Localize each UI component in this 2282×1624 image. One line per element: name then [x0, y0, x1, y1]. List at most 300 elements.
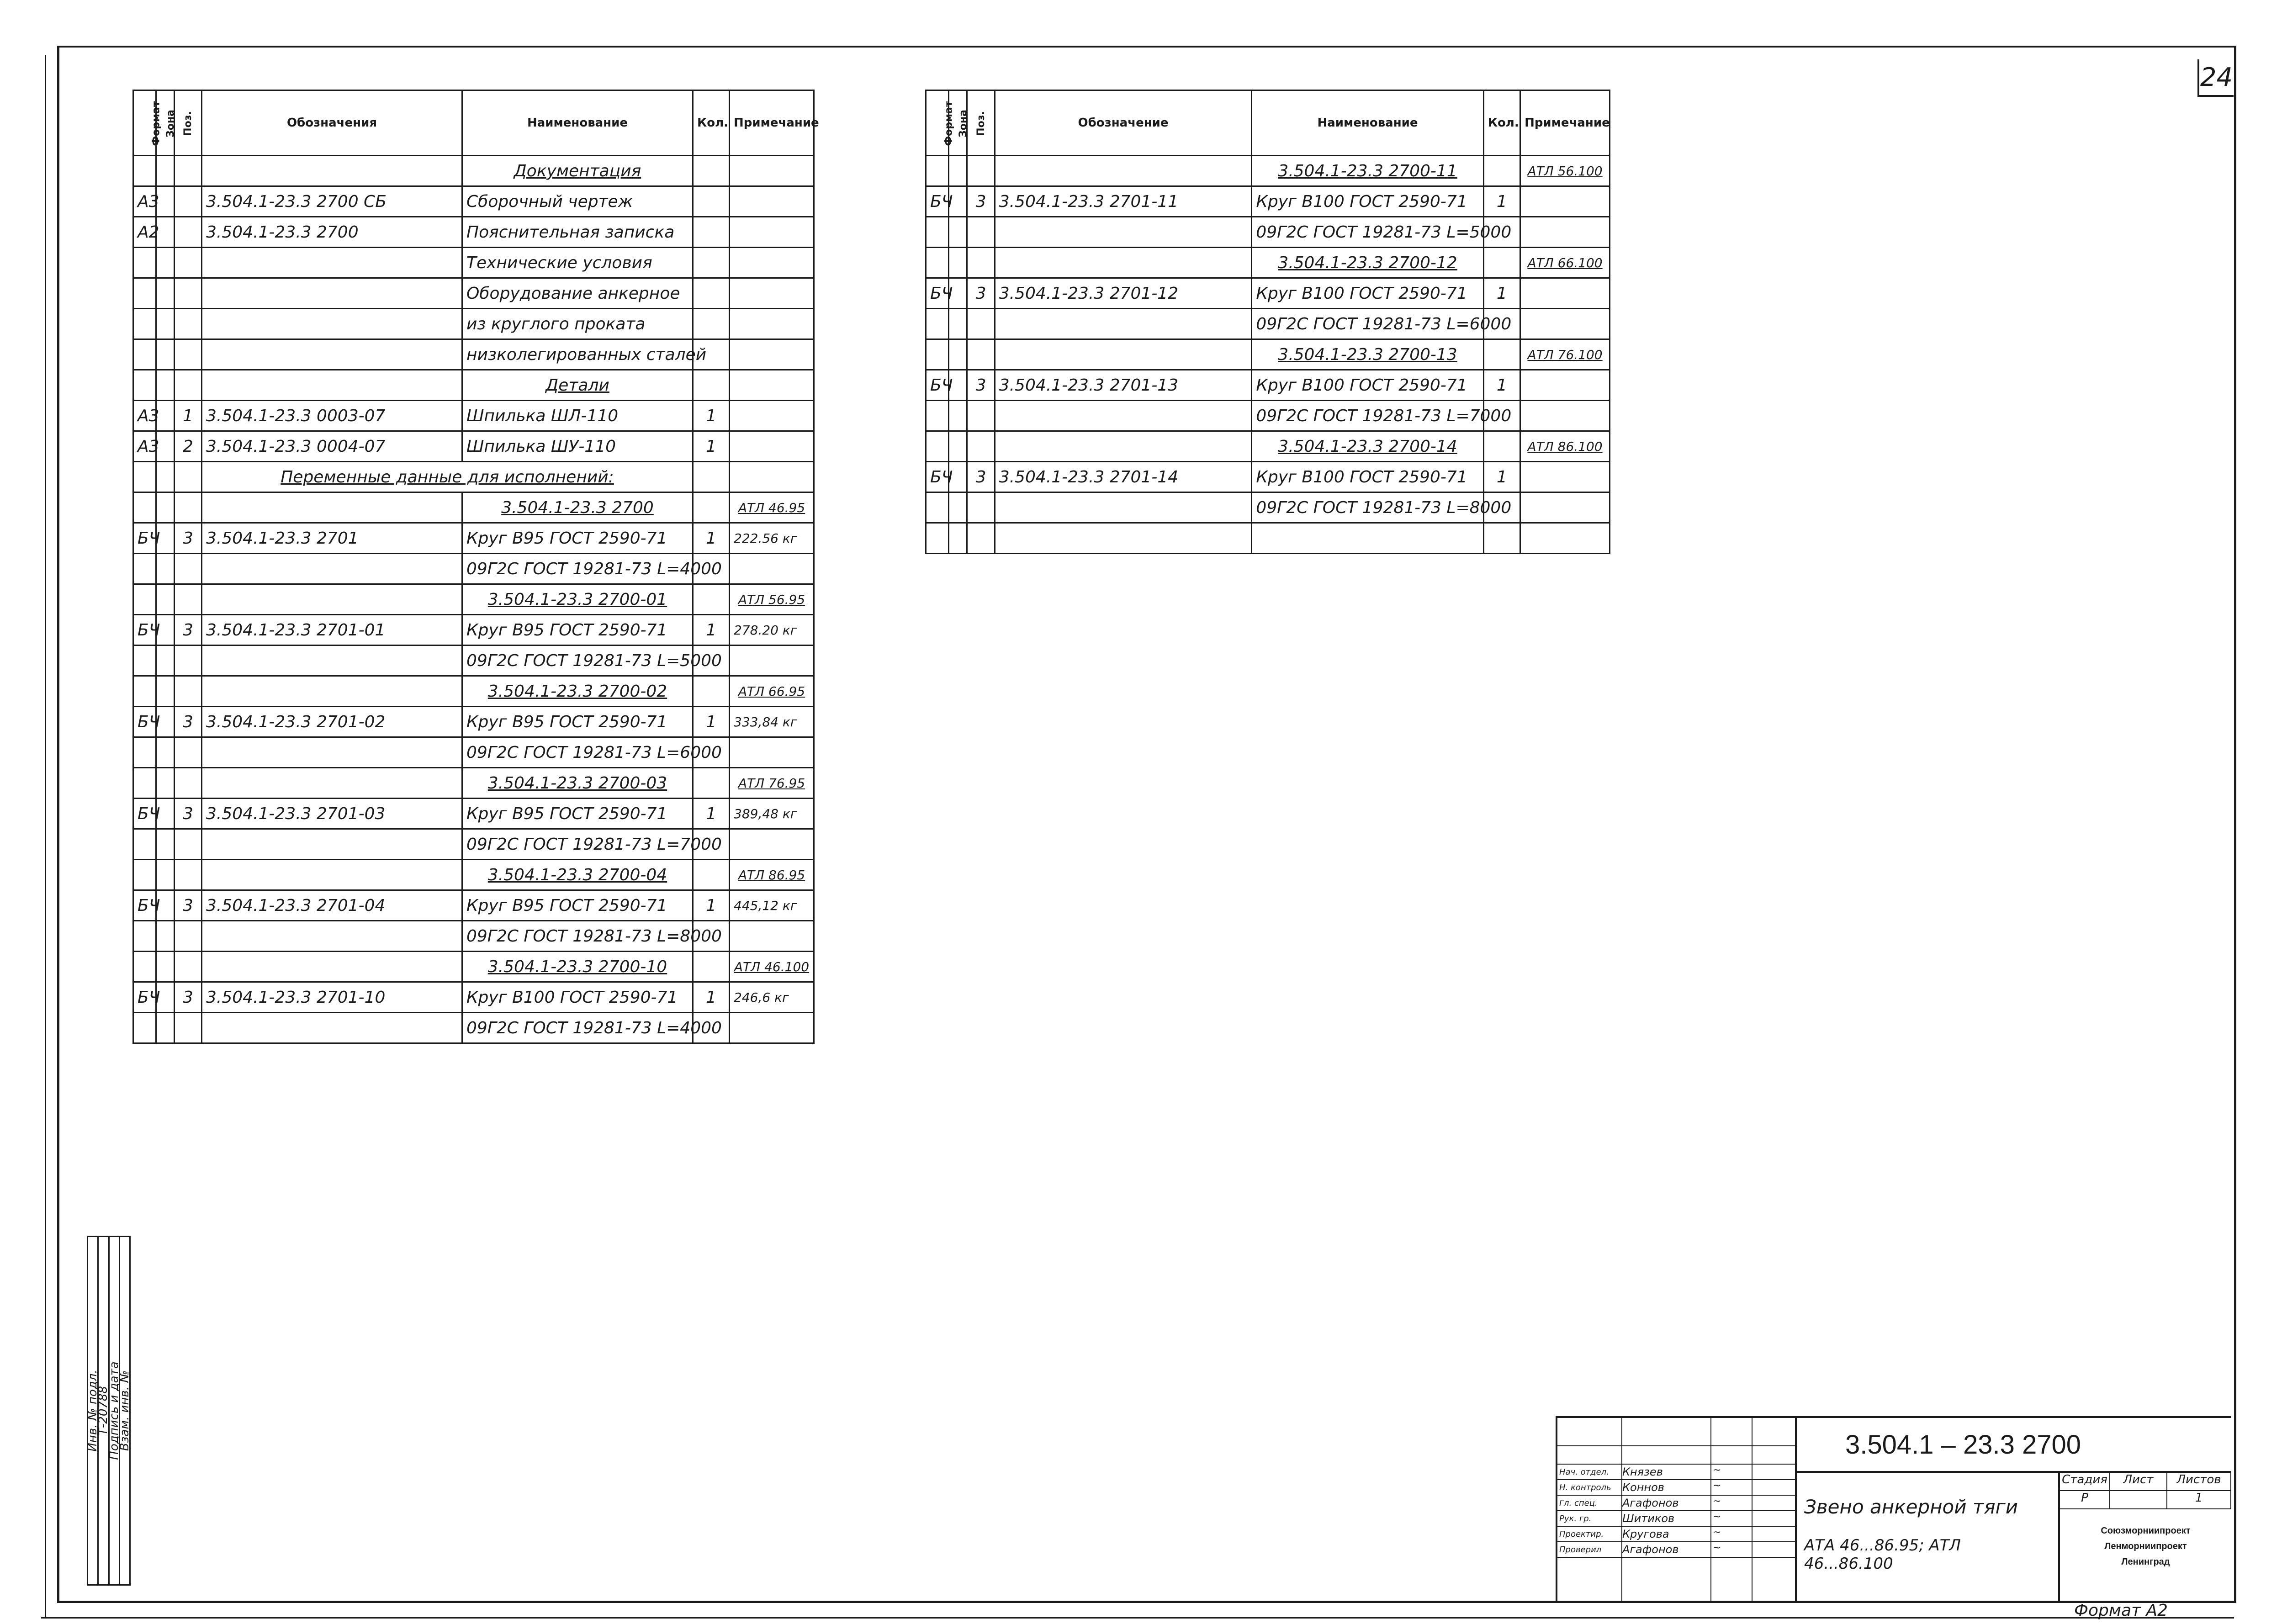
cell-pos: 3 [967, 370, 995, 401]
cell-qty: 1 [693, 982, 730, 1013]
cell-zone [156, 768, 175, 799]
cell-name: 09Г2С ГОСТ 19281-73 L=7000 [1252, 401, 1483, 431]
signature-name: Кругова [1622, 1528, 1669, 1540]
cell-fmt: БЧ [926, 186, 949, 217]
cell-name: 3.504.1-23.3 2700 [462, 492, 693, 523]
signature-role: Гл. спец. [1559, 1498, 1598, 1508]
header-note: Примечание [1520, 90, 1610, 156]
cell-name: Круг В100 ГОСТ 2590-71 [1252, 186, 1483, 217]
cell-pos [967, 401, 995, 431]
cell-code [202, 370, 462, 401]
cell-qty [693, 676, 730, 707]
cell-pos: 3 [175, 707, 202, 737]
cell-note [1520, 309, 1610, 339]
cell-zone [156, 952, 175, 982]
outer-border-bottom [41, 1617, 2234, 1619]
table-row [926, 523, 1610, 554]
cell-qty: 1 [1483, 462, 1520, 492]
cell-code [202, 492, 462, 523]
sheets-value: 1 [2167, 1491, 2231, 1509]
cell-fmt [926, 217, 949, 248]
table-row [926, 156, 1610, 186]
table-row [133, 982, 814, 1013]
header-name: Наименование [1252, 90, 1483, 156]
cell-qty: 1 [693, 707, 730, 737]
table-row [133, 1013, 814, 1043]
table-row [926, 217, 1610, 248]
table-row [133, 370, 814, 401]
cell-qty [1483, 431, 1520, 462]
cell-name: 3.504.1-23.3 2700-01 [462, 584, 693, 615]
cell-note: 246,6 кг [730, 982, 814, 1013]
cell-pos [967, 248, 995, 278]
org-line3: Ленинград [2121, 1557, 2170, 1567]
cell-name: Оборудование анкерное [462, 278, 693, 309]
signature-sig: ~ [1713, 1542, 1721, 1554]
cell-fmt: А3 [133, 401, 156, 431]
cell-name: 3.504.1-23.3 2700-11 [1252, 156, 1483, 186]
stage-value: Р [2060, 1491, 2110, 1509]
cell-name: 09Г2С ГОСТ 19281-73 L=8000 [462, 921, 693, 952]
cell-code [995, 431, 1252, 462]
cell-zone [156, 156, 175, 186]
cell-note [1520, 462, 1610, 492]
cell-code [202, 554, 462, 584]
table-row [133, 156, 814, 186]
table-row [133, 952, 814, 982]
cell-zone [156, 278, 175, 309]
cell-note [1520, 370, 1610, 401]
cell-pos: 3 [175, 523, 202, 554]
cell-qty [693, 248, 730, 278]
cell-name: Круг В95 ГОСТ 2590-71 [462, 890, 693, 921]
cell-qty: 1 [1483, 186, 1520, 217]
table-row [926, 370, 1610, 401]
cell-pos [175, 768, 202, 799]
cell-qty: 1 [693, 523, 730, 554]
signature-role: Н. контроль [1559, 1483, 1611, 1492]
cell-name: Круг В100 ГОСТ 2590-71 [462, 982, 693, 1013]
cell-fmt: БЧ [133, 707, 156, 737]
table-row [133, 492, 814, 523]
cell-zone [156, 737, 175, 768]
cell-code [995, 217, 1252, 248]
org-line2: Ленморниипроект [2104, 1541, 2187, 1551]
cell-pos [175, 584, 202, 615]
cell-zone [156, 921, 175, 952]
cell-name: Круг В95 ГОСТ 2590-71 [462, 707, 693, 737]
cell-name: 09Г2С ГОСТ 19281-73 L=6000 [462, 737, 693, 768]
cell-pos: 2 [175, 431, 202, 462]
strip-label-signature: Подпись и дата [107, 1361, 121, 1460]
cell-note: АТЛ 56.100 [1520, 156, 1610, 186]
cell-qty [693, 186, 730, 217]
cell-qty [1483, 156, 1520, 186]
table-row [133, 278, 814, 309]
cell-qty [693, 370, 730, 401]
cell-name: 09Г2С ГОСТ 19281-73 L=8000 [1252, 492, 1483, 523]
cell-zone [156, 860, 175, 890]
cell-qty [693, 492, 730, 523]
cell-qty: 1 [693, 401, 730, 431]
cell-pos: 1 [175, 401, 202, 431]
table-row [133, 676, 814, 707]
cell-code [995, 401, 1252, 431]
cell-note [730, 278, 814, 309]
cell-code: 3.504.1-23.3 2701-01 [202, 615, 462, 645]
cell-pos [175, 554, 202, 584]
cell-qty [693, 278, 730, 309]
cell-fmt: А3 [133, 186, 156, 217]
signature-sig: ~ [1713, 1511, 1721, 1523]
cell-zone [156, 676, 175, 707]
cell-fmt [133, 737, 156, 768]
cell-zone [156, 584, 175, 615]
signature-row [1557, 1541, 1795, 1557]
cell-code [202, 248, 462, 278]
cell-fmt [133, 339, 156, 370]
signature-name: Агафонов [1622, 1497, 1679, 1509]
cell-zone [156, 645, 175, 676]
cell-code [202, 645, 462, 676]
cell-qty [693, 860, 730, 890]
table-row [926, 339, 1610, 370]
cell-pos [175, 492, 202, 523]
cell-pos [175, 645, 202, 676]
cell-fmt [133, 676, 156, 707]
table-row [133, 829, 814, 860]
cell-pos: 3 [175, 982, 202, 1013]
cell-zone [949, 248, 967, 278]
signature-name: Шитиков [1622, 1512, 1675, 1525]
header-designation: Обозначение [995, 90, 1252, 156]
cell-fmt [926, 492, 949, 523]
approval-strip [87, 1236, 131, 1586]
cell-code [995, 492, 1252, 523]
cell-fmt [133, 462, 156, 492]
cell-code [995, 156, 1252, 186]
cell-name: Сборочный чертеж [462, 186, 693, 217]
table-row [133, 339, 814, 370]
document-title-line2: АТА 46...86.95; АТЛ 46...86.100 [1804, 1536, 1961, 1573]
org-line1: Союзморниипроект [2101, 1526, 2191, 1536]
cell-fmt: А3 [133, 431, 156, 462]
variable-data-heading: Переменные данные для исполнений: [281, 467, 614, 487]
cell-qty [1483, 339, 1520, 370]
signature-sig: ~ [1713, 1527, 1721, 1538]
cell-fmt [133, 278, 156, 309]
signature-row [1557, 1479, 1795, 1495]
header-position: Поз. [175, 90, 202, 156]
table-row [133, 615, 814, 645]
cell-note [1520, 186, 1610, 217]
sheets-header: Листов [2167, 1473, 2231, 1491]
cell-code [202, 584, 462, 615]
cell-code [995, 523, 1252, 554]
cell-code [995, 339, 1252, 370]
table-row [926, 401, 1610, 431]
cell-fmt [133, 921, 156, 952]
table-row [926, 431, 1610, 462]
cell-name: 3.504.1-23.3 2700-14 [1252, 431, 1483, 462]
cell-qty [693, 156, 730, 186]
cell-qty: 1 [693, 615, 730, 645]
cell-pos [175, 309, 202, 339]
cell-note [730, 431, 814, 462]
cell-name: 3.504.1-23.3 2700-12 [1252, 248, 1483, 278]
header-format: Формат [926, 90, 949, 156]
signature-name: Князев [1622, 1465, 1663, 1478]
cell-note: АТЛ 46.100 [730, 952, 814, 982]
cell-qty: 1 [693, 431, 730, 462]
signature-role: Проектир. [1559, 1529, 1604, 1539]
cell-code: 3.504.1-23.3 2701-12 [995, 278, 1252, 309]
cell-name: 09Г2С ГОСТ 19281-73 L=4000 [462, 554, 693, 584]
cell-name: 3.504.1-23.3 2700-13 [1252, 339, 1483, 370]
cell-fmt [133, 860, 156, 890]
cell-code [202, 952, 462, 982]
table-row [926, 309, 1610, 339]
organization [2060, 1509, 2231, 1601]
cell-fmt [133, 156, 156, 186]
cell-fmt: БЧ [926, 370, 949, 401]
cell-fmt [133, 584, 156, 615]
cell-name: низколегированных сталей [462, 339, 693, 370]
table-row [133, 309, 814, 339]
cell-zone [949, 523, 967, 554]
cell-pos [175, 921, 202, 952]
cell-fmt: БЧ [133, 890, 156, 921]
cell-name: 3.504.1-23.3 2700-02 [462, 676, 693, 707]
cell-qty: 1 [693, 799, 730, 829]
cell-pos: 3 [967, 278, 995, 309]
cell-note [1520, 217, 1610, 248]
signature-name: Агафонов [1622, 1543, 1679, 1556]
cell-code [202, 309, 462, 339]
cell-code: 3.504.1-23.3 2701-04 [202, 890, 462, 921]
table-row [133, 707, 814, 737]
cell-pos [967, 492, 995, 523]
cell-name: 09Г2С ГОСТ 19281-73 L=7000 [462, 829, 693, 860]
table-row [133, 217, 814, 248]
cell-note: 389,48 кг [730, 799, 814, 829]
cell-code [202, 156, 462, 186]
cell-zone [156, 1013, 175, 1043]
table-row [133, 401, 814, 431]
format-label: Формат А2 [2074, 1601, 2168, 1620]
header-note: Примечание [730, 90, 814, 156]
signature-name: Коннов [1622, 1481, 1664, 1494]
cell-qty: 1 [693, 890, 730, 921]
cell-name: Круг В100 ГОСТ 2590-71 [1252, 278, 1483, 309]
cell-pos [967, 523, 995, 554]
table-row [133, 186, 814, 217]
cell-note [730, 186, 814, 217]
cell-code [202, 278, 462, 309]
cell-pos [967, 339, 995, 370]
table-row [133, 431, 814, 462]
cell-code: 3.504.1-23.3 2701-13 [995, 370, 1252, 401]
cell-note: АТЛ 56.95 [730, 584, 814, 615]
cell-code [202, 921, 462, 952]
signature-row [1557, 1495, 1795, 1510]
cell-pos [175, 676, 202, 707]
cell-code: 3.504.1-23.3 2701-14 [995, 462, 1252, 492]
cell-note [730, 1013, 814, 1043]
cell-qty [693, 217, 730, 248]
cell-zone [949, 339, 967, 370]
cell-pos [967, 431, 995, 462]
strip-col-replacement [117, 1237, 132, 1584]
cell-pos [175, 462, 202, 492]
cell-pos: 3 [967, 462, 995, 492]
cell-pos [175, 829, 202, 860]
cell-zone [949, 156, 967, 186]
cell-fmt: А2 [133, 217, 156, 248]
header-position: Поз. [967, 90, 995, 156]
strip-label-inv: Инв. № подл. [86, 1370, 100, 1452]
cell-name: Технические условия [462, 248, 693, 278]
cell-fmt: БЧ [133, 799, 156, 829]
cell-name: 09Г2С ГОСТ 19281-73 L=4000 [462, 1013, 693, 1043]
document-title [1795, 1473, 2060, 1601]
header-designation: Обозначения [202, 90, 462, 156]
cell-pos: 3 [175, 615, 202, 645]
cell-note: 278.20 кг [730, 615, 814, 645]
cell-fmt [133, 370, 156, 401]
table-row [133, 554, 814, 584]
cell-note: 333,84 кг [730, 707, 814, 737]
cell-fmt: БЧ [926, 462, 949, 492]
cell-pos [175, 952, 202, 982]
signature-role: Проверил [1559, 1545, 1602, 1555]
cell-code [202, 339, 462, 370]
cell-code [202, 860, 462, 890]
cell-note [730, 554, 814, 584]
cell-note: 222.56 кг [730, 523, 814, 554]
cell-name: Детали [462, 370, 693, 401]
cell-fmt: БЧ [133, 982, 156, 1013]
cell-note [730, 645, 814, 676]
table-row [926, 248, 1610, 278]
header-qty: Кол. [1483, 90, 1520, 156]
cell-note [1520, 523, 1610, 554]
table-row [133, 645, 814, 676]
cell-code: 3.504.1-23.3 2701-11 [995, 186, 1252, 217]
cell-qty [693, 462, 730, 492]
cell-qty [1483, 523, 1520, 554]
cell-fmt [133, 309, 156, 339]
signature-role: Нач. отдел. [1559, 1467, 1609, 1477]
header-qty: Кол. [693, 90, 730, 156]
strip-inv-number: Т-20788 [96, 1386, 111, 1435]
cell-code: 3.504.1-23.3 2701-02 [202, 707, 462, 737]
cell-name: Круг В100 ГОСТ 2590-71 [1252, 370, 1483, 401]
cell-name: Круг В95 ГОСТ 2590-71 [462, 523, 693, 554]
cell-fmt [133, 1013, 156, 1043]
cell-code [995, 248, 1252, 278]
cell-note [730, 370, 814, 401]
sheet-number: 24 [2197, 59, 2234, 97]
cell-pos [175, 737, 202, 768]
cell-qty [693, 309, 730, 339]
cell-pos [175, 186, 202, 217]
cell-fmt [926, 248, 949, 278]
cell-note [1520, 492, 1610, 523]
table-row [926, 492, 1610, 523]
cell-code [995, 309, 1252, 339]
cell-code: 3.504.1-23.3 2700 СБ [202, 186, 462, 217]
cell-qty: 1 [1483, 278, 1520, 309]
cell-fmt [133, 492, 156, 523]
document-code: 3.504.1 – 23.3 2700 [1795, 1418, 2231, 1473]
cell-zone [156, 829, 175, 860]
cell-note: АТЛ 66.100 [1520, 248, 1610, 278]
table-row [926, 278, 1610, 309]
cell-code [202, 676, 462, 707]
cell-zone [156, 462, 175, 492]
cell-code: 3.504.1-23.3 2701-03 [202, 799, 462, 829]
cell-zone [156, 309, 175, 339]
cell-zone [156, 492, 175, 523]
cell-pos [175, 1013, 202, 1043]
cell-note: АТЛ 76.100 [1520, 339, 1610, 370]
cell-qty [1483, 248, 1520, 278]
cell-note: АТЛ 76.95 [730, 768, 814, 799]
header-name: Наименование [462, 90, 693, 156]
table-row [926, 186, 1610, 217]
cell-name: Пояснительная записка [462, 217, 693, 248]
cell-code: 3.504.1-23.3 0003-07 [202, 401, 462, 431]
cell-name: Круг В95 ГОСТ 2590-71 [462, 615, 693, 645]
signature-sig: ~ [1713, 1496, 1721, 1507]
cell-note [730, 737, 814, 768]
cell-fmt: БЧ [133, 615, 156, 645]
cell-fmt [926, 431, 949, 462]
strip-label-replacement: Взам. инв. № [117, 1370, 132, 1451]
cell-note [730, 309, 814, 339]
cell-zone [949, 217, 967, 248]
cell-fmt [926, 401, 949, 431]
table-header-row [133, 90, 814, 156]
table-row [133, 860, 814, 890]
cell-name: 09Г2С ГОСТ 19281-73 L=5000 [462, 645, 693, 676]
cell-note: АТЛ 66.95 [730, 676, 814, 707]
cell-name: Круг В100 ГОСТ 2590-71 [1252, 462, 1483, 492]
cell-name: Шпилька ШЛ-110 [462, 401, 693, 431]
table-header-row [926, 90, 1610, 156]
cell-qty [693, 952, 730, 982]
cell-zone [949, 401, 967, 431]
cell-code [202, 1013, 462, 1043]
cell-zone [949, 431, 967, 462]
cell-zone [949, 492, 967, 523]
table-row [133, 921, 814, 952]
cell-fmt [133, 554, 156, 584]
title-block-signatures [1557, 1418, 1797, 1601]
cell-zone [156, 554, 175, 584]
cell-code [202, 737, 462, 768]
cell-qty: 1 [1483, 370, 1520, 401]
cell-name: из круглого проката [462, 309, 693, 339]
cell-note [730, 829, 814, 860]
signature-row [1557, 1526, 1795, 1541]
cell-code: 3.504.1-23.3 2700 [202, 217, 462, 248]
cell-note [730, 217, 814, 248]
table-row [133, 248, 814, 278]
cell-fmt [133, 645, 156, 676]
cell-zone [156, 248, 175, 278]
